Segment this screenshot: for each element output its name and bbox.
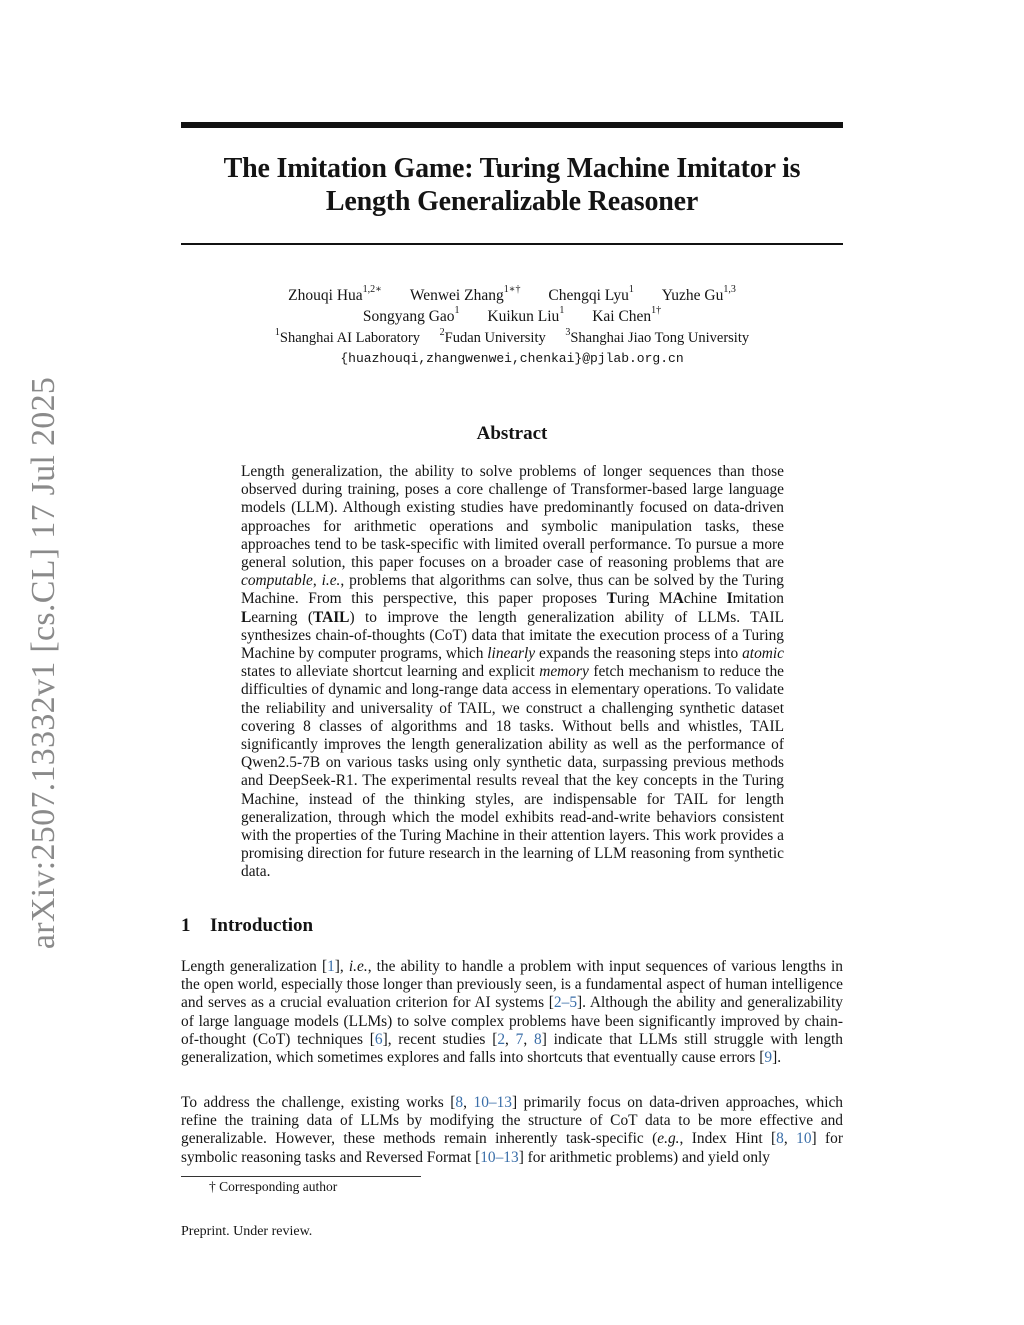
section-number: 1 <box>181 915 191 936</box>
citation-link[interactable]: 2 <box>497 1030 506 1048</box>
author-list-row-1 <box>181 284 843 305</box>
citation-link[interactable]: 8 <box>455 1094 464 1111</box>
author: Chengqi Lyu$^1$ <box>548 284 634 304</box>
title-bottom-rule <box>181 243 843 245</box>
citation-link[interactable]: 10 <box>480 1148 496 1166</box>
author: Songyang Gao$^1$ <box>362 305 460 325</box>
section-title: Introduction <box>210 915 314 936</box>
author-list-row-2 <box>181 305 843 326</box>
paper-title <box>181 152 843 218</box>
title-line-1: The Imitation Game: Turing Machine Imitator is <box>223 153 801 184</box>
section-heading-introduction <box>181 915 313 937</box>
arxiv-sidebar-stamp <box>22 376 66 950</box>
citation-link[interactable]: 9 <box>764 1049 773 1067</box>
citation-link[interactable]: 10 <box>473 1094 489 1111</box>
intro-paragraph-1: Length generalization [1], i.e., the ability to handle a problem with input sequences of various lengths in the open world, especially those longer than previously seen, is a fundamental aspect of human intelligence and serves as a crucial evaluation criterion for AI systems [2–5]. Although the ability and generalizability of large language models (LLMs) to solve complex problems have been significantly improved by chain-of-thought (CoT) techniques [6], recent studies [2, 7, 8] indicate that LLMs still struggle with length generalization, which sometimes explores and falls into shortcuts that eventually cause errors [9]. <box>181 958 843 1067</box>
footnote-rule <box>181 1176 421 1177</box>
intro-paragraph-2: To address the challenge, existing works [8, 10–13] primarily focus on data-driven approaches, which refine the training data of LLMs by modifying the structure of CoT data to be more effective and generalizable. However, these methods remain inherently task-specific (e.g., Index Hint [8, 10] for symbolic reasoning tasks and Reversed Format [10–13] for arithmetic problems) and yield only <box>181 1094 844 1166</box>
citation-link[interactable]: 8 <box>776 1130 784 1148</box>
citation-link[interactable]: 2 <box>553 994 562 1012</box>
affiliation: $^3$Shanghai Jiao Tong University <box>565 327 750 346</box>
abstract-heading: Abstract <box>476 423 548 444</box>
author: Zhouqi Hua$^{1,2∗}$ <box>288 284 382 304</box>
title-line-2: Length Generalizable Reasoner <box>325 186 699 217</box>
abstract-body: Length generalization, the ability to solve problems of longer sequences than those observed during training, poses a core challenge of Transformer-based large language models (LLM). Although existing studies have predominantly focused on data-driven approaches for arithmetic operations and symbolic manipulation tasks, these approaches tend to be task-specific with limited overall performance. To pursue a more general solution, this paper focuses on a broader case of reasoning problems that are computable, i.e., problems that algorithms can solve, thus can be solved by the Turing Machine. From this perspective, this paper proposes Turing MAchine Imitation Learning (TAIL) to improve the length generalization ability of LLMs. TAIL synthesizes chain-of-thoughts (CoT) data that imitate the execution process of a Turing Machine by computer programs, which linearly expands the reasoning steps into atomic states to alleviate shortcut learning and explicit memory fetch mechanism to reduce the difficulties of dynamic and long-range data access in elementary operations. To validate the reliability and universality of TAIL, we construct a challenging synthetic dataset covering 8 classes of algorithms and 18 tasks. Without bells and whistles, TAIL significantly improves the length generalization ability as well as the performance of Qwen2.5-7B on various tasks using only synthetic data, surpassing previous methods and DeepSeek-R1. The experimental results reveal that the key concepts in the Turing Machine, instead of the thinking styles, are indispensable for TAIL for length generalization, through which the model exhibits read-and-write behaviors consistent with the properties of the Turing Machine in their attention layers. This work provides a promising direction for future research in the learning of LLM reasoning from synthetic data. <box>241 463 784 881</box>
author: Kai Chen$^{1\dagger}$ <box>592 305 662 325</box>
citation-link[interactable]: 6 <box>374 1030 383 1048</box>
citation-link[interactable]: 1 <box>327 958 335 975</box>
arxiv-id: arXiv:2507.13332v1 [cs.CL] 17 Jul 2025 <box>25 376 63 950</box>
affiliations <box>181 327 843 347</box>
citation-link[interactable]: 13 <box>503 1148 519 1166</box>
title-top-rule <box>181 122 843 128</box>
footnote: † Corresponding author <box>209 1179 338 1194</box>
affiliation: $^2$Fudan University <box>439 327 546 346</box>
citation-link[interactable]: 13 <box>496 1094 512 1111</box>
citation-link[interactable]: 8 <box>533 1030 542 1048</box>
author: Wenwei Zhang$^{1∗\dagger}$ <box>409 284 521 304</box>
citation-link[interactable]: 10 <box>796 1130 812 1148</box>
preprint-notice: Preprint. Under review. <box>181 1224 313 1239</box>
author-emails: {huazhouqi,zhangwenwei,chenkai}@pjlab.org.cn <box>340 351 684 366</box>
author: Kuikun Liu$^1$ <box>487 305 565 325</box>
affiliation: $^1$Shanghai AI Laboratory <box>274 327 421 346</box>
citation-link[interactable]: 5 <box>569 994 578 1012</box>
citation-link[interactable]: 7 <box>515 1030 524 1048</box>
author: Yuzhe Gu$^{1,3}$ <box>661 284 736 304</box>
